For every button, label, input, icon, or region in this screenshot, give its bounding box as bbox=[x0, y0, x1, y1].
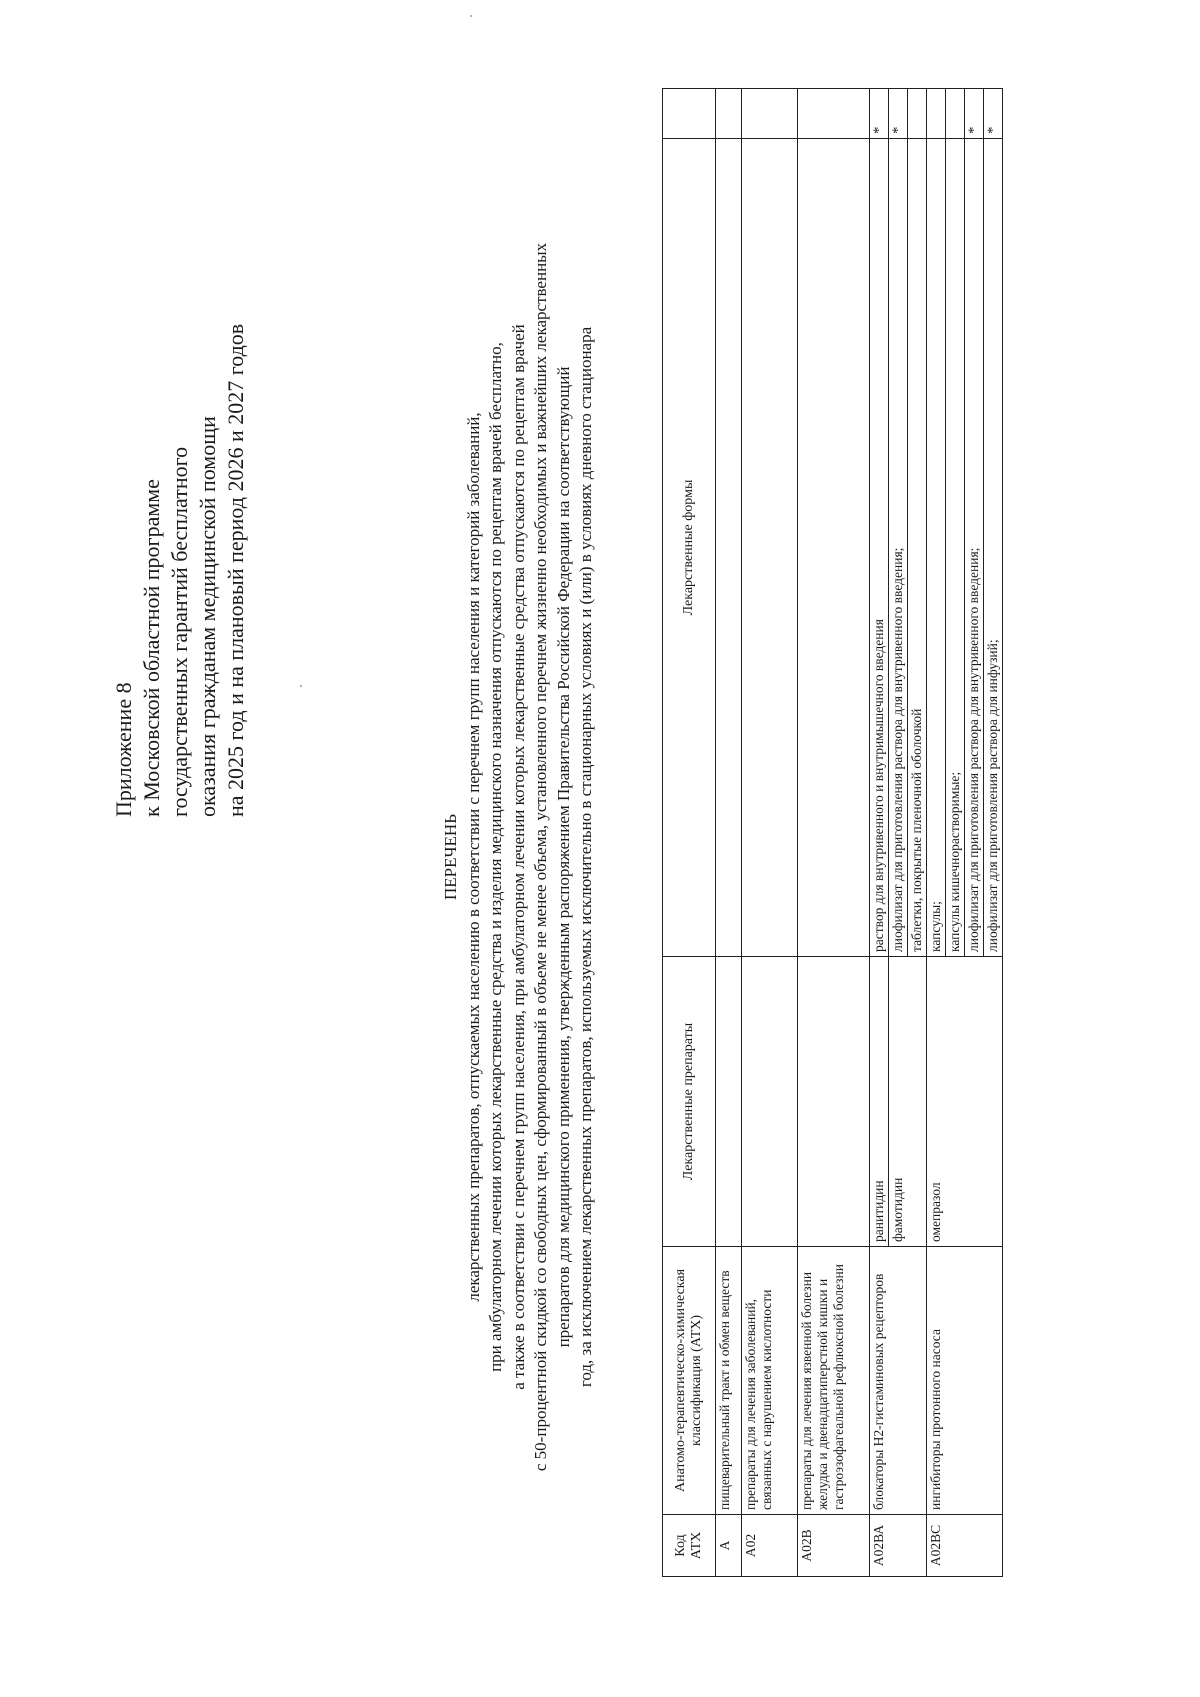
appendix-line: оказания гражданам медицинской помощи bbox=[195, 416, 220, 817]
cell-form: таблетки, покрытые пленочной оболочкой bbox=[908, 139, 927, 957]
cell-atx: ингибиторы протонного насоса bbox=[927, 1247, 1003, 1515]
header-atx: Анатомо-терапевтическо-химическая классификация (АТХ) bbox=[663, 1247, 716, 1515]
heading-line: с 50-процентной скидкой со свободных цен, сформированный в объеме не менее объема, установленного перечнем жизненно необходимых и важнейших лекарственных bbox=[531, 242, 550, 1472]
cell-drug: фамотидин bbox=[889, 957, 927, 1247]
heading-line: при амбулаторном лечении которых лекарственные средства и изделия медицинского назначения отпускаются по рецептам врачей бесплатно, bbox=[486, 342, 505, 1372]
cell-form: капсулы; bbox=[927, 139, 946, 957]
appendix-header bbox=[110, 57, 250, 817]
appendix-line: к Московской областной программе bbox=[139, 479, 164, 817]
cell-form bbox=[798, 139, 870, 957]
header-forms: Лекарственные формы bbox=[663, 139, 716, 957]
cell-code: А02В bbox=[798, 1515, 870, 1577]
cell-drug: омепразол bbox=[927, 957, 1003, 1247]
cell-form: лиофилизат для приготовления раствора для внутривенного введения; bbox=[965, 139, 984, 957]
cell-code: А02 bbox=[742, 1515, 798, 1577]
cell-note bbox=[908, 89, 927, 139]
appendix-line: Приложение 8 bbox=[111, 682, 136, 817]
table-row bbox=[927, 89, 946, 1577]
document-title: ПЕРЕЧЕНЬ bbox=[441, 814, 460, 900]
cell-code: А02ВА bbox=[870, 1515, 927, 1577]
cell-note bbox=[716, 89, 742, 139]
cell-code: А bbox=[716, 1515, 742, 1577]
cell-drug bbox=[742, 957, 798, 1247]
cell-form bbox=[742, 139, 798, 957]
atx-table bbox=[662, 88, 1003, 1577]
document-heading bbox=[440, 107, 598, 1607]
appendix-line: государственных гарантий бесплатного bbox=[167, 446, 192, 817]
cell-note bbox=[927, 89, 946, 139]
heading-line: препаратов для медицинского применения, утвержденным распоряжением Правительства Российской Федерации на соответствующий bbox=[553, 366, 573, 1348]
cell-form: раствор для внутривенного и внутримышечного введения bbox=[870, 139, 889, 957]
cell-atx: препараты для лечения язвенной болезни желудка и двенадцатиперстной кишки и гастроэзофагеальной рефлюксной болезни bbox=[798, 1247, 870, 1515]
cell-atx: блокаторы Н2-гистаминовых рецепторов bbox=[870, 1247, 927, 1515]
cell-note bbox=[946, 89, 965, 139]
scan-speck bbox=[300, 685, 302, 687]
cell-note: * bbox=[965, 89, 984, 139]
cell-note bbox=[798, 89, 870, 139]
heading-line: а также в соответствии с перечнем групп населения, при амбулаторном лечении которых лекарственные средства отпускаются по рецептам врачей bbox=[508, 324, 528, 1390]
cell-note: * bbox=[870, 89, 889, 139]
cell-atx: пищеварительный тракт и обмен веществ bbox=[716, 1247, 742, 1515]
cell-atx: препараты для лечения заболеваний, связанных с нарушением кислотности bbox=[742, 1247, 798, 1515]
heading-line: год, за исключением лекарственных препаратов, используемых исключительно в стационарных условиях и (или) в условиях дневного стационара bbox=[576, 326, 595, 1388]
appendix-line: на 2025 год и на плановый период 2026 и 2027 годов bbox=[223, 323, 248, 817]
table-row bbox=[716, 89, 742, 1577]
cell-note: * bbox=[984, 89, 1003, 139]
table-row bbox=[870, 89, 889, 1577]
cell-form: лиофилизат для приготовления раствора для внутривенного введения; bbox=[889, 139, 908, 957]
cell-code: А02ВС bbox=[927, 1515, 1003, 1577]
table-row bbox=[742, 89, 798, 1577]
header-note bbox=[663, 89, 716, 139]
table-row bbox=[798, 89, 870, 1577]
scan-speck bbox=[470, 15, 472, 17]
cell-form bbox=[716, 139, 742, 957]
cell-note: * bbox=[889, 89, 908, 139]
header-code: Код АТХ bbox=[663, 1515, 716, 1577]
table-header-row bbox=[663, 89, 716, 1577]
cell-drug bbox=[716, 957, 742, 1247]
cell-form: капсулы кишечнорастворимые; bbox=[946, 139, 965, 957]
cell-note bbox=[742, 89, 798, 139]
heading-line: лекарственных препаратов, отпускаемых населению в соответствии с перечнем групп населения и категорий заболеваний, bbox=[463, 412, 483, 1302]
header-drugs: Лекарственные препараты bbox=[663, 957, 716, 1247]
cell-drug: ранитидин bbox=[870, 957, 889, 1247]
cell-drug bbox=[798, 957, 870, 1247]
cell-form: лиофилизат для приготовления раствора для инфузий; bbox=[984, 139, 1003, 957]
